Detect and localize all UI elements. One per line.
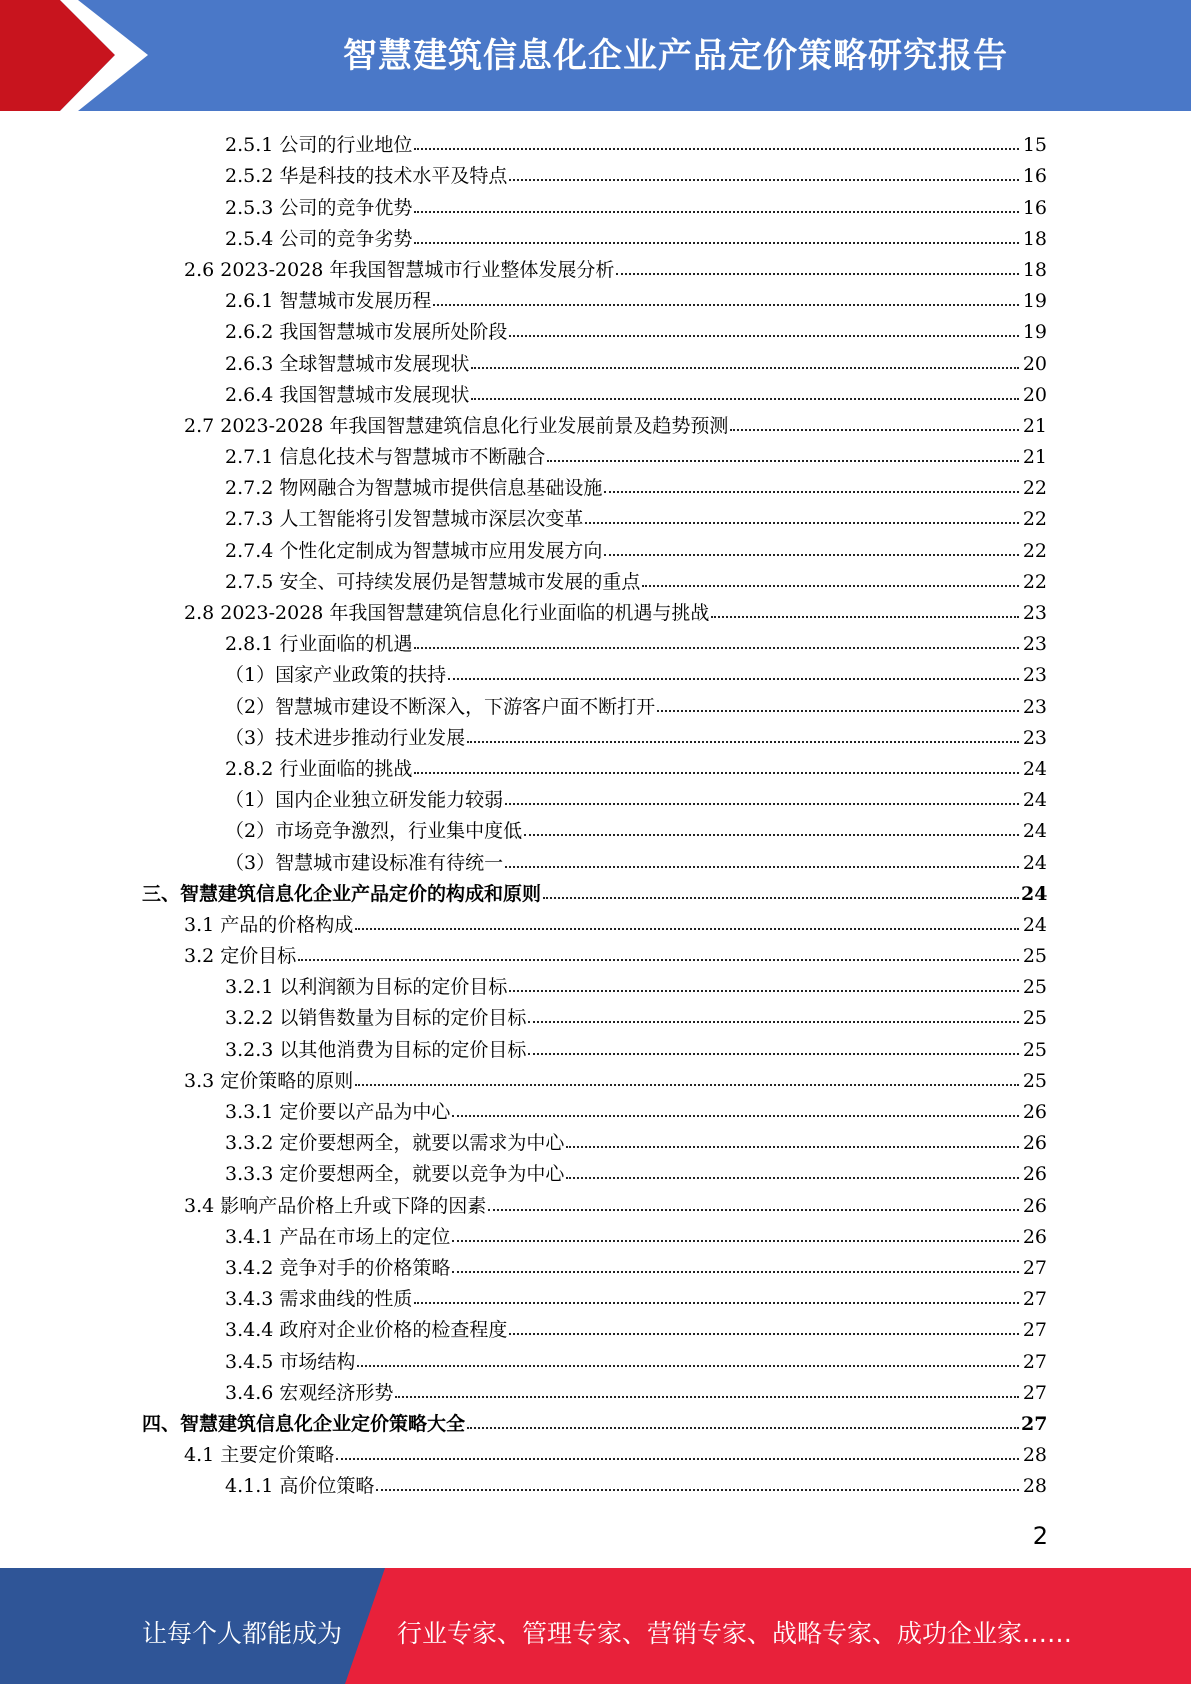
toc-entry[interactable] [0,1251,1191,1282]
toc-entry-label: （2）智慧城市建设不断深入，下游客户面不断打开 [225,695,656,718]
toc-leader-dots [566,1177,1019,1179]
toc-entry[interactable] [0,721,1191,752]
toc-entry-page: 23 [1022,695,1047,718]
toc-leader-dots [414,1302,1019,1304]
toc-leader-dots [657,710,1019,712]
footer-slogan-right: 行业专家、管理专家、营销专家、战略专家、成功企业家…… [397,1619,1073,1648]
toc-entry-page: 22 [1022,508,1047,531]
toc-entry[interactable] [0,908,1191,939]
toc-entry-page: 18 [1022,227,1047,250]
page-number: 2 [1032,1522,1048,1550]
toc-entry-label: 3.3.1 定价要以产品为中心 [225,1101,451,1123]
toc-leader-dots [585,522,1019,524]
toc-entry-label: 3.4.3 需求曲线的性质 [225,1288,413,1311]
toc-leader-dots [528,1053,1019,1055]
toc-entry-label: 2.5.3 公司的竞争优势 [225,196,413,219]
toc-leader-dots [414,242,1019,244]
toc-leader-dots [336,1458,1019,1460]
toc-entry[interactable] [0,284,1191,315]
toc-leader-dots [509,335,1019,337]
toc-leader-dots [433,304,1019,306]
toc-entry[interactable] [0,627,1191,658]
toc-entry[interactable] [0,1313,1191,1344]
toc-entry-page: 24 [1022,851,1047,874]
toc-leader-dots [604,491,1019,493]
toc-entry-label: 2.6.3 全球智慧城市发展现状 [225,352,470,375]
toc-entry-label: 2.6.4 我国智慧城市发展现状 [225,383,470,406]
toc-entry-label: 3.2 定价目标 [184,945,297,968]
toc-entry[interactable] [0,222,1191,253]
toc-entry[interactable] [0,253,1191,284]
toc-entry-page: 23 [1022,726,1047,749]
toc-entry-label: 3.4.1 产品在市场上的定位 [225,1225,451,1248]
toc-entry[interactable] [0,1438,1191,1469]
toc-entry-page: 25 [1022,1038,1047,1061]
toc-entry-label: 3.4.5 市场结构 [225,1350,356,1373]
toc-entry[interactable] [0,533,1191,564]
toc-entry-label: （1）国家产业政策的扶持 [225,664,447,687]
toc-entry[interactable] [0,1344,1191,1375]
toc-entry[interactable] [0,1001,1191,1032]
toc-entry-label: 2.5.2 华是科技的技术水平及特点 [225,165,508,188]
toc-leader-dots [355,1084,1019,1086]
toc-entry-label: 2.7 2023-2028 年我国智慧建筑信息化行业发展前景及趋势预测 [184,414,729,437]
toc-entry-label: 2.5.1 公司的行业地位 [225,134,413,157]
toc-entry-label: 3.2.3 以其他消费为目标的定价目标 [225,1038,527,1061]
toc-leader-dots [414,647,1019,649]
toc-entry[interactable] [0,1126,1191,1157]
toc-entry-page: 26 [1022,1194,1047,1217]
toc-entry[interactable] [0,970,1191,1001]
toc-entry[interactable] [0,877,1191,908]
toc-entry-label: 2.6.1 智慧城市发展历程 [225,290,432,313]
toc-entry-page: 26 [1022,1132,1047,1155]
toc-entry-label: （3）智慧城市建设标准有待统一 [225,851,504,874]
toc-entry-label: （1）国内企业独立研发能力较弱 [225,789,504,812]
page-header [0,0,1191,111]
toc-leader-dots [528,1021,1019,1023]
toc-leader-dots [604,554,1019,556]
toc-leader-dots [298,959,1019,961]
toc-entry-label: 2.8 2023-2028 年我国智慧建筑信息化行业面临的机遇与挑战 [184,602,710,624]
toc-entry-label: 3.4.6 宏观经济形势 [225,1381,394,1404]
footer-slogan-left: 让每个人都能成为 [142,1619,343,1648]
toc-entry-page: 25 [1022,1069,1047,1092]
toc-leader-dots [467,1427,1019,1429]
toc-entry[interactable] [0,409,1191,440]
toc-entry[interactable] [0,596,1191,627]
toc-entry-label: 2.5.4 公司的竞争劣势 [225,227,413,250]
toc-entry-page: 20 [1022,383,1047,406]
toc-entry-label: 2.6 2023-2028 年我国智慧城市行业整体发展分析 [184,258,615,281]
toc-entry-page: 26 [1022,1225,1047,1248]
toc-leader-dots [376,1489,1019,1491]
toc-leader-dots [730,429,1019,431]
toc-leader-dots [452,1271,1019,1273]
toc-entry-label: 3.4 影响产品价格上升或下降的因素 [184,1194,487,1217]
toc-entry-page: 26 [1022,1101,1047,1123]
toc-leader-dots [414,772,1019,774]
toc-entry[interactable] [0,1469,1191,1500]
toc-entry-label: 3.3.3 定价要想两全，就要以竞争为中心 [225,1163,565,1186]
toc-entry[interactable] [0,1376,1191,1407]
toc-entry[interactable] [0,939,1191,970]
toc-entry-label: 三、智慧建筑信息化企业产品定价的构成和原则 [142,882,542,905]
toc-entry[interactable] [0,565,1191,596]
toc-entry-page: 24 [1022,820,1047,843]
toc-entry-label: （3）技术进步推动行业发展 [225,726,466,749]
toc-entry[interactable] [0,845,1191,876]
toc-entry-label: 2.7.1 信息化技术与智慧城市不断融合 [225,446,546,469]
toc-entry-page: 22 [1022,539,1047,562]
toc-entry[interactable] [0,190,1191,221]
report-title: 智慧建筑信息化企业产品定价策略研究报告 [343,36,1008,76]
toc-entry[interactable] [0,689,1191,720]
toc-entry-label: 3.2.1 以利润额为目标的定价目标 [225,976,508,999]
toc-leader-dots [448,678,1019,680]
toc-entry-page: 27 [1022,1288,1047,1311]
toc-entry-label: 3.2.2 以销售数量为目标的定价目标 [225,1007,527,1030]
toc-entry-label: 3.1 产品的价格构成 [184,913,354,936]
toc-entry-label: 3.4.4 政府对企业价格的检查程度 [225,1319,508,1342]
toc-entry-label: 4.1 主要定价策略 [184,1444,335,1467]
toc-entry-page: 19 [1022,290,1047,313]
toc-entry-page: 21 [1022,414,1047,437]
toc-entry[interactable] [0,378,1191,409]
toc-entry-page: 27 [1022,1319,1047,1342]
toc-entry-page: 23 [1022,602,1047,624]
toc-entry-page: 16 [1022,196,1047,219]
toc-entry[interactable] [0,128,1191,159]
toc-entry-label: 2.8.1 行业面临的机遇 [225,633,413,656]
toc-entry-label: 2.7.3 人工智能将引发智慧城市深层次变革 [225,508,584,531]
toc-entry[interactable] [0,1407,1191,1438]
toc-entry-page: 15 [1022,134,1047,157]
toc-entry-label: 2.8.2 行业面临的挑战 [225,757,413,780]
toc-entry-page: 20 [1022,352,1047,375]
toc-entry-page: 27 [1022,1381,1047,1404]
toc-entry-page: 27 [1021,1412,1048,1435]
toc-entry[interactable] [0,1095,1191,1126]
toc-leader-dots [471,398,1019,400]
toc-entry-page: 24 [1021,882,1048,905]
toc-entry[interactable] [0,658,1191,689]
toc-entry-label: （2）市场竞争激烈，行业集中度低 [225,820,523,843]
toc-leader-dots [543,897,1019,899]
toc-entry-page: 28 [1022,1475,1047,1498]
toc-entry[interactable] [0,159,1191,190]
toc-entry-page: 24 [1022,757,1047,780]
toc-entry-label: 2.7.5 安全、可持续发展仍是智慧城市发展的重点 [225,570,641,593]
toc-entry-page: 25 [1022,976,1047,999]
toc-entry[interactable] [0,1282,1191,1313]
toc-leader-dots [467,741,1019,743]
toc-leader-dots [505,803,1019,805]
toc-entry-page: 27 [1022,1256,1047,1279]
toc-entry-label: 2.7.2 物网融合为智慧城市提供信息基础设施 [225,477,603,500]
toc-leader-dots [509,1333,1019,1335]
page-footer [0,1568,1191,1684]
toc-leader-dots [524,834,1019,836]
toc-entry-page: 16 [1022,165,1047,188]
toc-entry[interactable] [0,1032,1191,1063]
toc-entry-page: 19 [1022,321,1047,344]
toc-entry-page: 24 [1022,913,1047,936]
toc-leader-dots [471,367,1019,369]
toc-leader-dots [355,928,1019,930]
toc-entry[interactable] [0,814,1191,845]
toc-entry-page: 21 [1022,446,1047,469]
toc-leader-dots [642,585,1019,587]
toc-entry[interactable] [0,502,1191,533]
toc-entry-label: 2.7.4 个性化定制成为智慧城市应用发展方向 [225,539,603,562]
toc-leader-dots [509,990,1019,992]
toc-entry-label: 2.6.2 我国智慧城市发展所处阶段 [225,321,508,344]
toc-entry[interactable] [0,315,1191,346]
toc-leader-dots [509,179,1019,181]
toc-entry-page: 22 [1022,570,1047,593]
toc-entry-label: 4.1.1 高价位策略 [225,1475,375,1498]
toc-entry[interactable] [0,440,1191,471]
toc-entry[interactable] [0,1220,1191,1251]
toc-entry-label: 3.4.2 竞争对手的价格策略 [225,1256,451,1279]
toc-entry[interactable] [0,1188,1191,1219]
toc-leader-dots [547,460,1019,462]
toc-leader-dots [566,1146,1019,1148]
toc-entry-label: 四、智慧建筑信息化企业定价策略大全 [142,1412,466,1435]
toc-entry[interactable] [0,1157,1191,1188]
toc-entry-page: 23 [1022,633,1047,656]
toc-leader-dots [488,1209,1019,1211]
toc-entry-page: 24 [1022,789,1047,812]
toc-entry-page: 26 [1022,1163,1047,1186]
toc-entry-page: 22 [1022,477,1047,500]
toc-leader-dots [414,211,1019,213]
toc-entry[interactable] [0,1064,1191,1095]
toc-leader-dots [505,866,1019,868]
toc-entry-page: 25 [1022,1007,1047,1030]
toc-entry[interactable] [0,783,1191,814]
toc-leader-dots [452,1115,1019,1117]
toc-leader-dots [414,148,1019,150]
toc-entry-page: 18 [1022,258,1047,281]
toc-entry[interactable] [0,346,1191,377]
toc-leader-dots [711,616,1019,618]
toc-entry-page: 25 [1022,945,1047,968]
table-of-contents [0,128,1191,1500]
toc-entry-label: 3.3.2 定价要想两全，就要以需求为中心 [225,1132,565,1155]
toc-entry[interactable] [0,752,1191,783]
toc-entry-page: 23 [1022,664,1047,687]
toc-leader-dots [395,1396,1019,1398]
toc-leader-dots [616,273,1019,275]
toc-entry[interactable] [0,471,1191,502]
toc-entry-label: 3.3 定价策略的原则 [184,1069,354,1092]
toc-entry-page: 27 [1022,1350,1047,1373]
toc-leader-dots [357,1365,1019,1367]
toc-leader-dots [452,1240,1019,1242]
toc-entry-page: 28 [1022,1444,1047,1467]
